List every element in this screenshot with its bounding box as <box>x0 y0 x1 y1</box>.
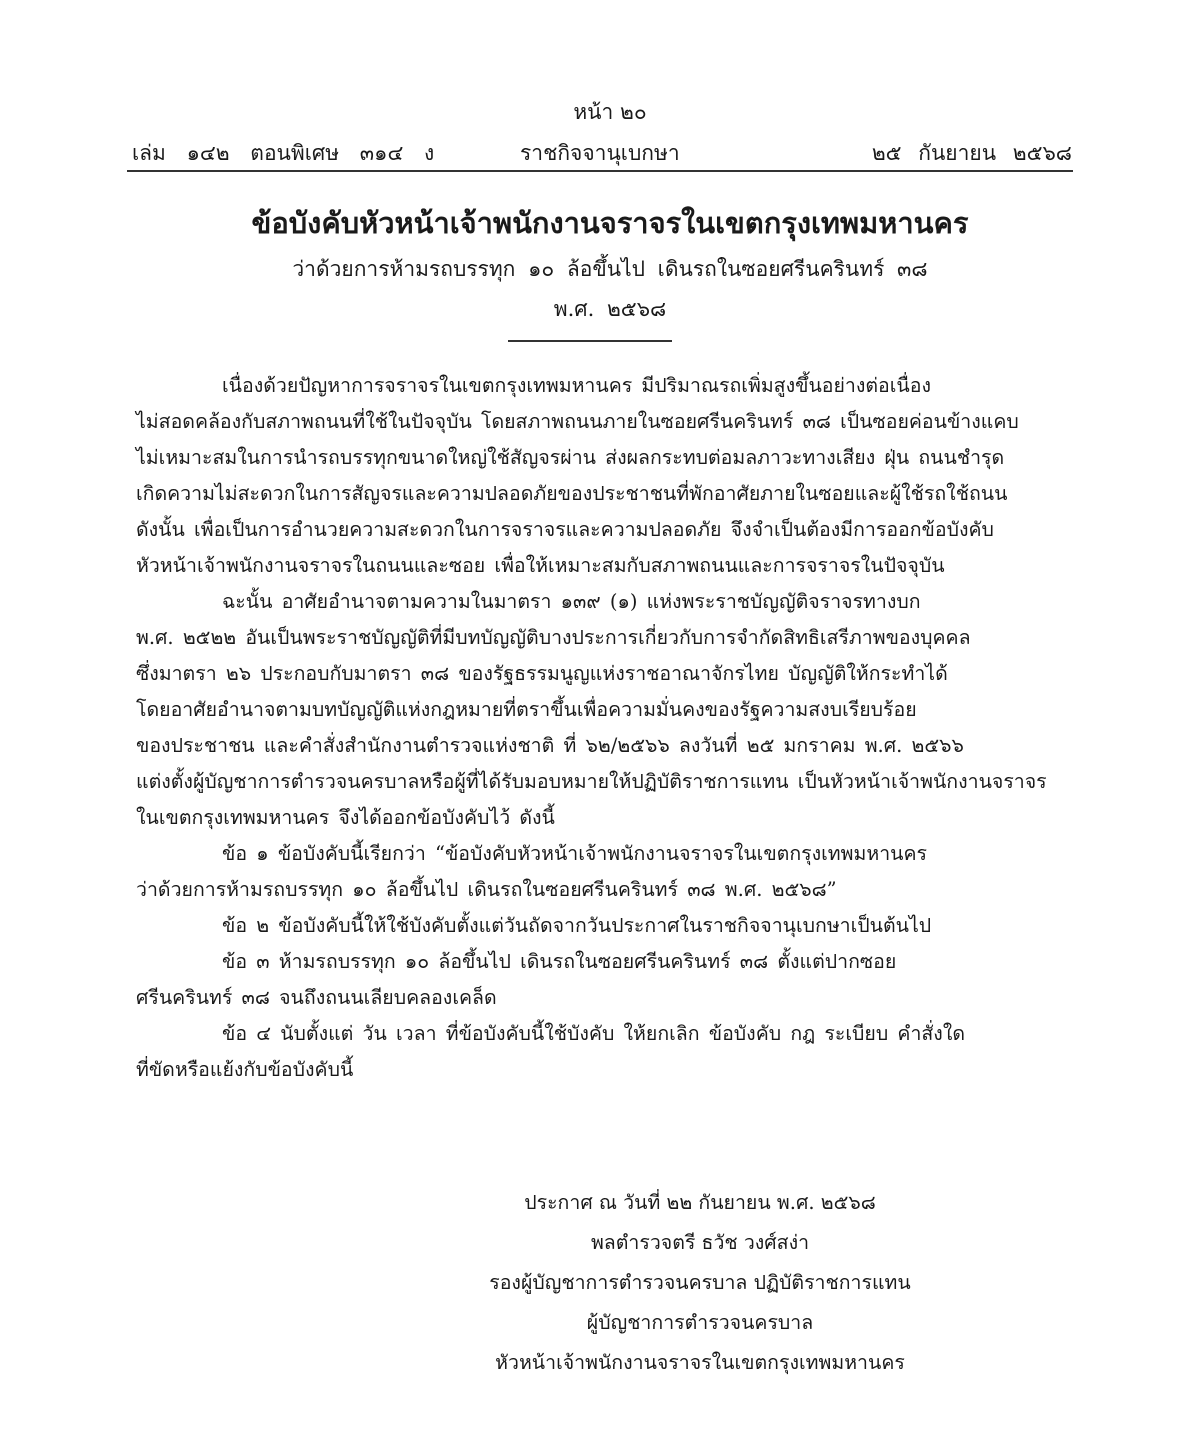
text-line: ข้อ ๔ นับตั้งแต่ วัน เวลา ที่ข้อบังคับนี้ใช้บังคับ ให้ยกเลิก ข้อบังคับ กฎ ระเบียบ คำสั่งใด <box>222 1022 966 1045</box>
page-number: หน้า ๒๐ <box>573 100 647 124</box>
signatory-position: หัวหน้าเจ้าพนักงานจราจรในเขตกรุงเทพมหานคร <box>495 1351 905 1374</box>
text-line: พ.ศ. ๒๕๒๒ อันเป็นพระราชบัญญัติที่มีบทบัญญัติบางประการเกี่ยวกับการจำกัดสิทธิเสรีภาพของบุคคล <box>136 626 971 649</box>
header-divider <box>127 170 1073 172</box>
signatory-name: พลตำรวจตรี ธวัช วงศ์สง่า <box>590 1231 810 1254</box>
paragraph-preamble <box>136 368 1062 584</box>
signatory-position: ผู้บัญชาการตำรวจนครบาล <box>586 1311 814 1334</box>
text-line: แต่งตั้งผู้บัญชาการตำรวจนครบาลหรือผู้ที่ได้รับมอบหมายให้ปฏิบัติราชการแทน เป็นหัวหน้าเจ้าพนักงานจราจร <box>136 770 1047 793</box>
text-line: ดังนั้น เพื่อเป็นการอำนวยความสะดวกในการจราจรและความปลอดภัย จึงจำเป็นต้องมีการออกข้อบังคับ <box>136 518 994 541</box>
document-subtitle: ว่าด้วยการห้ามรถบรรทุก ๑๐ ล้อขึ้นไป เดินรถในซอยศรีนครินทร์ ๓๘ <box>292 257 928 281</box>
clause-4 <box>136 1016 1062 1088</box>
document-title: ข้อบังคับหัวหน้าเจ้าพนักงานจราจรในเขตกรุงเทพมหานคร <box>251 206 969 240</box>
text-line: โดยอาศัยอำนาจตามบทบัญญัติแห่งกฎหมายที่ตราขึ้นเพื่อความมั่นคงของรัฐความสงบเรียบร้อย <box>136 698 917 721</box>
text-line: ไม่เหมาะสมในการนำรถบรรทุกขนาดใหญ่ใช้สัญจรผ่าน ส่งผลกระทบต่อมลภาวะทางเสียง ฝุ่น ถนนชำรุด <box>136 446 1005 469</box>
gazette-name: ราชกิจจานุเบกษา <box>520 141 680 165</box>
publication-date: ๒๕ กันยายน ๒๕๖๘ <box>871 141 1072 165</box>
text-line: ที่ขัดหรือแย้งกับข้อบังคับนี้ <box>136 1058 354 1081</box>
clause-3 <box>136 944 1062 1016</box>
volume-info: เล่ม ๑๔๒ ตอนพิเศษ ๓๑๔ ง <box>132 141 435 165</box>
text-line: เนื่องด้วยปัญหาการจราจรในเขตกรุงเทพมหานคร มีปริมาณรถเพิ่มสูงขึ้นอย่างต่อเนื่อง <box>222 374 931 397</box>
text-line: ในเขตกรุงเทพมหานคร จึงได้ออกข้อบังคับไว้ ดังนี้ <box>136 806 555 829</box>
title-divider <box>508 340 672 342</box>
text-line: ไม่สอดคล้องกับสภาพถนนที่ใช้ในปัจจุบัน โดยสภาพถนนภายในซอยศรีนครินทร์ ๓๘ เป็นซอยค่อนข้างแคบ <box>136 410 1019 433</box>
clause-2 <box>136 908 1062 944</box>
text-line: ซึ่งมาตรา ๒๖ ประกอบกับมาตรา ๓๘ ของรัฐธรรมนูญแห่งราชอาณาจักรไทย บัญญัติให้กระทำได้ <box>136 662 948 685</box>
text-line: ของประชาชน และคำสั่งสำนักงานตำรวจแห่งชาติ ที่ ๖๒/๒๕๖๖ ลงวันที่ ๒๕ มกราคม พ.ศ. ๒๕๖๖ <box>136 734 964 757</box>
text-line: หัวหน้าเจ้าพนักงานจราจรในถนนและซอย เพื่อให้เหมาะสมกับสภาพถนนและการจราจรในปัจจุบัน <box>136 554 945 577</box>
paragraph-authority <box>136 584 1062 836</box>
gazette-header <box>132 137 1072 167</box>
text-line: เกิดความไม่สะดวกในการสัญจรและความปลอดภัยของประชาชนที่พักอาศัยภายในซอยและผู้ใช้รถใช้ถนน <box>136 482 1008 505</box>
document-year: พ.ศ. ๒๕๖๘ <box>553 297 667 321</box>
text-line: ศรีนครินทร์ ๓๘ จนถึงถนนเลียบคลองเคล็ด <box>136 986 497 1009</box>
text-line: ข้อ ๒ ข้อบังคับนี้ให้ใช้บังคับตั้งแต่วันถัดจากวันประกาศในราชกิจจานุเบกษาเป็นต้นไป <box>222 914 932 937</box>
text-line: ข้อ ๑ ข้อบังคับนี้เรียกว่า “ข้อบังคับหัวหน้าเจ้าพนักงานจราจรในเขตกรุงเทพมหานคร <box>222 842 928 865</box>
document-body <box>136 368 1062 1088</box>
signature-block <box>460 1183 940 1383</box>
text-line: ว่าด้วยการห้ามรถบรรทุก ๑๐ ล้อขึ้นไป เดินรถในซอยศรีนครินทร์ ๓๘ พ.ศ. ๒๕๖๘” <box>136 878 837 901</box>
clause-1 <box>136 836 1062 908</box>
announcement-date: ประกาศ ณ วันที่ ๒๒ กันยายน พ.ศ. ๒๕๖๘ <box>524 1191 876 1214</box>
text-line: ฉะนั้น อาศัยอำนาจตามความในมาตรา ๑๓๙ (๑) แห่งพระราชบัญญัติจราจรทางบก <box>222 590 921 613</box>
signatory-position: รองผู้บัญชาการตำรวจนครบาล ปฏิบัติราชการแทน <box>489 1271 911 1294</box>
text-line: ข้อ ๓ ห้ามรถบรรทุก ๑๐ ล้อขึ้นไป เดินรถในซอยศรีนครินทร์ ๓๘ ตั้งแต่ปากซอย <box>222 950 897 973</box>
